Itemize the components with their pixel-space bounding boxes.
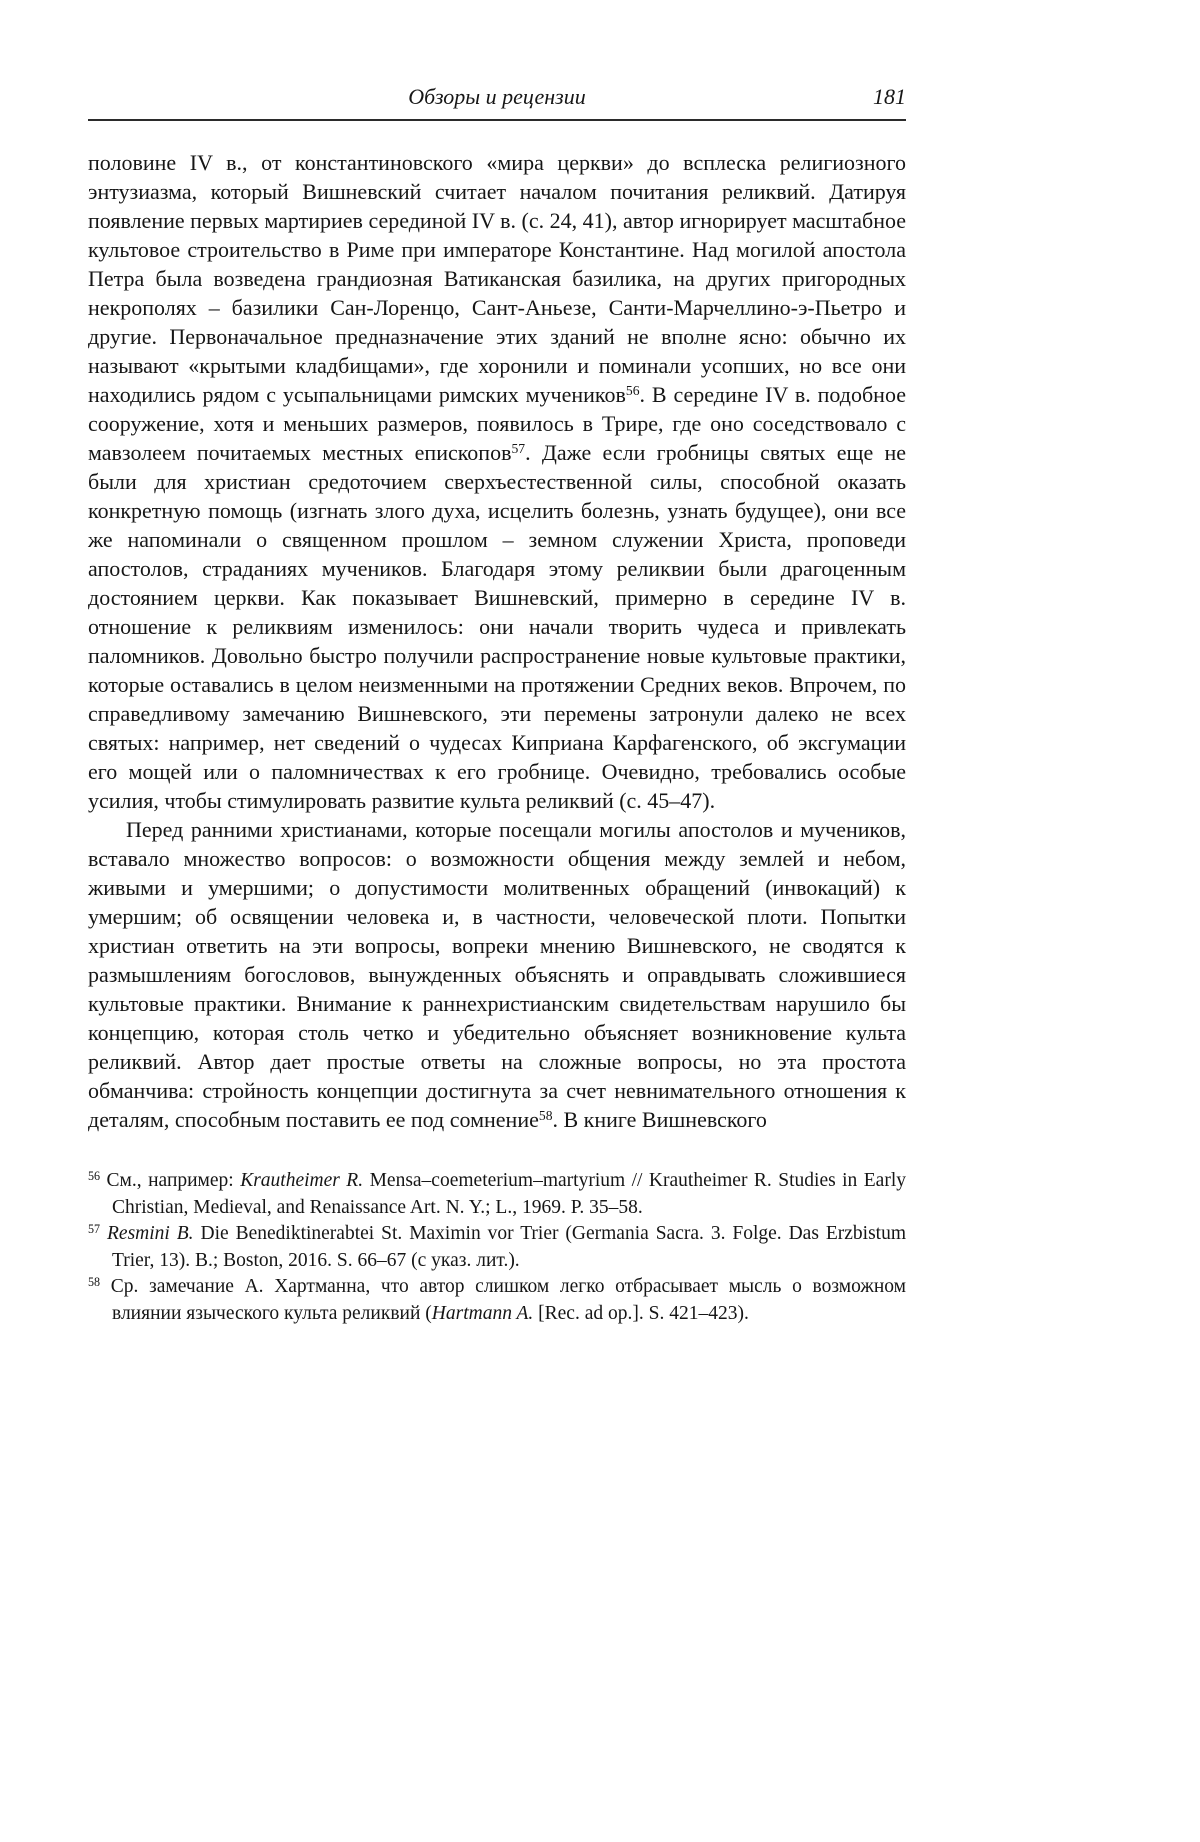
text-run: [Rec. ad op.]. S. 421–423). — [533, 1302, 749, 1324]
paragraph — [88, 815, 906, 1134]
text-run: См., например: — [106, 1170, 241, 1191]
header-rule — [88, 119, 906, 121]
body-text — [88, 148, 906, 1134]
italic-text: Hartmann A. — [431, 1302, 534, 1324]
italic-text: Resmini B. — [107, 1223, 194, 1244]
footnote-marker: 58 — [88, 1274, 101, 1289]
page-number: 181 — [873, 84, 906, 109]
text-run: . Даже если гробницы святых еще не были для христиан средоточием сверхъестественной силы, способной оказать конкретную помощь (изгнать злого духа, исцелить болезнь, узнать будущее), они все же напоминали о священном прошлом – земном служении Христа, проповеди апостолов, страданиях мучеников. Благодаря этому реликвии были драгоценным достоянием церкви. Как показывает Вишневский, примерно в середине IV в. отношение к реликвиям изменилось: они начали творить чудеса и привлекать паломников. Довольно быстро получили распространение новые культовые практики, которые оставались в целом неизменными на протяжении Средних веков. Впрочем, по справедливому замечанию Вишневского, эти перемены затронули далеко не всех святых: например, нет сведений о чудесах Киприана Карфагенского, об эксгумации его мощей или о паломничествах к его гробнице. Очевидно, требовались особые усилия, чтобы стимулировать развитие культа реликвий (с. 45–47). — [88, 440, 906, 813]
text-run: Перед ранними христианами, которые посещали могилы апостолов и мучеников, вставало множество вопросов: о возможности общения между землей и небом, живыми и умершими; о допустимости молитвенных обращений (инвокаций) к умершим; об освящении человека и, в частности, человеческой плоти. Попытки христиан ответить на эти вопросы, вопреки мнению Вишневского, не сводятся к размышлениям богословов, вынужденных объяснять и оправдывать сложившиеся культовые практики. Внимание к раннехристианским свидетельствам нарушило бы концепцию, которая столь четко и убедительно объясняет возникновение культа реликвий. Автор дает простые ответы на сложные вопросы, но эта простота обманчива: стройность концепции достигнута за счет невнимательного отношения к деталям, способным поставить ее под сомнение — [88, 817, 906, 1132]
text-run: Ср. замечание А. Хартманна, что автор слишком легко отбрасывает мысль о возможном влиянии языческого культа реликвий ( — [110, 1276, 906, 1324]
italic-text: Krautheimer R. — [240, 1170, 364, 1191]
text-run: Die Benediktinerabtei St. Maximin vor Trier (Germania Sacra. 3. Folge. Das Erzbistum Trier, 13). B.; Boston, 2016. S. 66–67 (с указ. лит.). — [112, 1223, 907, 1271]
text-run: половине IV в., от константиновского «мира церкви» до всплеска религиозного энтузиазма, который Вишневский считает началом почитания реликвий. Датируя появление первых мартириев серединой IV в. (с. 24, 41), автор игнорирует масштабное культовое строительство в Риме при императоре Константине. Над могилой апостола Петра была возведена грандиозная Ватиканская базилика, на других пригородных некрополях – базилики Сан-Лоренцо, Сант-Аньезе, Санти-Марчеллино-э-Пьетро и другие. Первоначальное предназначение этих зданий не вполне ясно: обычно их называют «крытыми кладбищами», где хоронили и поминали усопших, но все они находились рядом с усыпальницами римских мучеников — [88, 150, 906, 407]
footnote-marker: 57 — [88, 1221, 101, 1236]
text-run: . В середине IV в. подобное сооружение, хотя и меньших размеров, появилось в Трире, где оно соседствовало с мавзолеем почитаемых местных епископов — [88, 382, 906, 465]
running-title: Обзоры и рецензии — [408, 84, 586, 109]
text-run: Mensa–coemeterium–martyrium // Krautheimer R. Studies in Early Christian, Medieval, and Renaissance Art. N. Y.; L., 1969. P. 35–58. — [112, 1170, 907, 1218]
footnote-ref: 56 — [625, 383, 640, 399]
footnote-ref: 58 — [538, 1108, 553, 1124]
text-run: . В книге Вишневского — [552, 1107, 767, 1132]
footnote — [88, 1274, 906, 1327]
footnote — [88, 1168, 906, 1221]
page-header — [88, 84, 906, 110]
paragraph — [88, 148, 906, 815]
footnote — [88, 1221, 906, 1274]
footnotes-section — [88, 1168, 906, 1327]
footnote-marker: 56 — [88, 1168, 101, 1183]
text-block — [88, 0, 906, 1327]
footnote-ref: 57 — [511, 441, 526, 457]
